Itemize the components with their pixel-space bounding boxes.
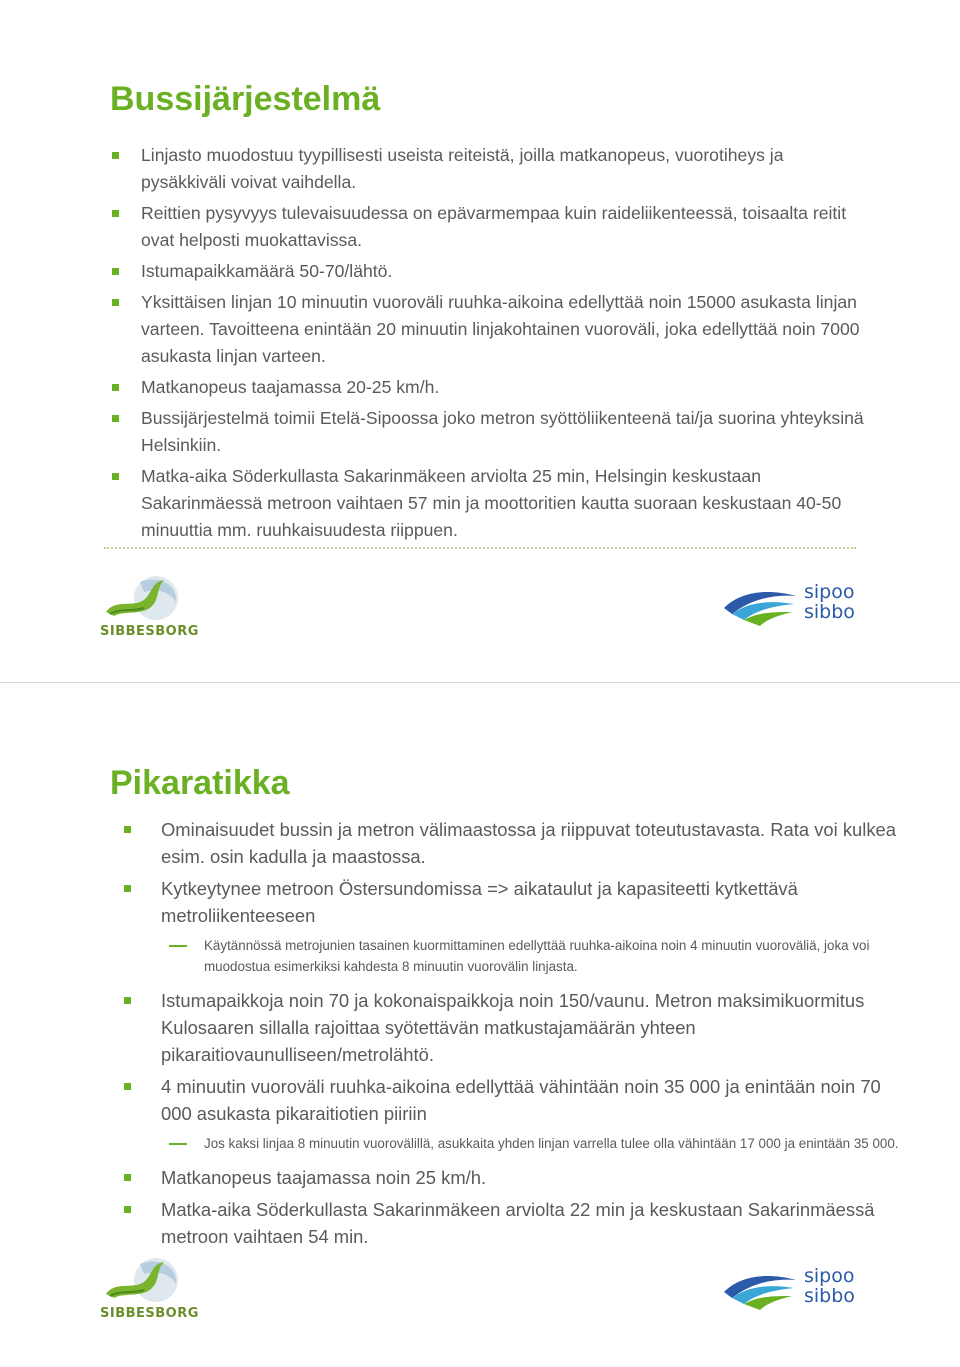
bullet-square-icon: [124, 1174, 131, 1181]
page-separator: [0, 682, 960, 683]
bullet-text: Matkanopeus taajamassa 20-25 km/h.: [141, 377, 440, 397]
list-item: [124, 1164, 904, 1191]
sipoo-waves-icon: [722, 582, 802, 626]
bullet-square-icon: [112, 415, 119, 422]
sibbo-text: sibbo: [804, 1285, 855, 1307]
sipoo-sibbo-logo: [722, 1266, 862, 1326]
list-item: [124, 1073, 904, 1154]
bullet-text: Istumapaikkoja noin 70 ja kokonaispaikkoja noin 150/vaunu. Metron maksimikuormitus Kulosaaren sillalla rajoittaa syötettävän matkustajamäärän yhteen pikaraitiovaunulliseen/metrolähtö.: [161, 990, 865, 1065]
bullet-square-icon: [112, 152, 119, 159]
slide-title: Pikaratikka: [110, 764, 290, 802]
sipoo-wordmark: [804, 1266, 855, 1306]
list-item: [124, 987, 904, 1068]
sibbesborg-wordmark: SIBBESBORG: [100, 1306, 199, 1321]
list-item: [112, 200, 872, 254]
list-item: [124, 816, 904, 870]
slide-bussijarjestelma: [0, 0, 960, 682]
list-item: [112, 142, 872, 196]
sibbesborg-logo: [100, 1254, 199, 1321]
sub-item: [169, 935, 904, 977]
bullet-square-icon: [124, 885, 131, 892]
bullet-text: Yksittäisen linjan 10 minuutin vuoroväli ruuhka-aikoina edellyttää noin 15000 asukasta linjan varteen. Tavoitteena enintään 20 minuutin linjakohtainen vuoroväli, joka edellyttää noin 7000 asukasta linjan varteen.: [141, 292, 860, 366]
list-item: [112, 374, 872, 401]
bullet-square-icon: [112, 384, 119, 391]
bullet-square-icon: [124, 1206, 131, 1213]
dash-icon: [169, 945, 187, 947]
bullet-square-icon: [112, 210, 119, 217]
sub-item: [169, 1133, 904, 1154]
bullet-text: Bussijärjestelmä toimii Etelä-Sipoossa joko metron syöttöliikenteenä tai/ja suorina yhteyksinä Helsinkiin.: [141, 408, 864, 455]
sub-item-text: Käytännössä metrojunien tasainen kuormittaminen edellyttää ruuhka-aikoina noin 4 minuutin vuoroväliä, joka voi muodostua esimerkiksi kahdesta 8 minuutin vuorovälin linjasta.: [204, 938, 870, 974]
sipoo-waves-icon: [722, 1266, 802, 1310]
bullet-list: [112, 142, 872, 548]
bullet-text: Matka-aika Söderkullasta Sakarinmäkeen arviolta 25 min, Helsingin keskustaan Sakarinmäessä metroon vaihtaen 57 min ja moottoritien kautta suoraan keskustaan 40-50 minuuttia mm. ruuhkaisuudesta riippuen.: [141, 466, 842, 540]
bullet-text: Reittien pysyvyys tulevaisuudessa on epävarmempaa kuin raideliikenteessä, toisaalta reitit ovat helposti muokattavissa.: [141, 203, 847, 250]
sibbesborg-emblem-icon: [100, 572, 184, 622]
bullet-square-icon: [124, 1083, 131, 1090]
list-item: [112, 289, 872, 370]
sibbesborg-wordmark: SIBBESBORG: [100, 624, 199, 639]
bullet-text: Linjasto muodostuu tyypillisesti useista reiteistä, joilla matkanopeus, vuorotiheys ja pysäkkiväli voivat vaihdella.: [141, 145, 784, 192]
sibbo-text: sibbo: [804, 601, 855, 623]
bullet-square-icon: [124, 826, 131, 833]
bullet-text: Ominaisuudet bussin ja metron välimaastossa ja riippuvat toteutustavasta. Rata voi kulkea esim. osin kadulla ja maastossa.: [161, 819, 896, 867]
list-item: [112, 258, 872, 285]
bullet-square-icon: [124, 997, 131, 1004]
bullet-list: [124, 816, 904, 1255]
bullet-text: Matka-aika Söderkullasta Sakarinmäkeen arviolta 22 min ja keskustaan Sakarinmäessä metroon vaihtaen 54 min.: [161, 1199, 875, 1247]
list-item: [124, 875, 904, 977]
list-item: [112, 405, 872, 459]
sipoo-wordmark: [804, 582, 855, 622]
sipoo-text: sipoo: [804, 1265, 855, 1287]
bullet-text: Istumapaikkamäärä 50-70/lähtö.: [141, 261, 393, 281]
sibbesborg-emblem-icon: [100, 1254, 184, 1304]
bullet-text: Kytkeytynee metroon Östersundomissa => aikataulut ja kapasiteetti kytkettävä metroliikenteeseen: [161, 878, 798, 926]
sipoo-text: sipoo: [804, 581, 855, 603]
bullet-text: 4 minuutin vuoroväli ruuhka-aikoina edellyttää vähintään noin 35 000 ja enintään noin 70 000 asukasta pikaraitiotien piiriin: [161, 1076, 881, 1124]
dash-icon: [169, 1143, 187, 1145]
bullet-square-icon: [112, 473, 119, 480]
dotted-divider: [104, 547, 856, 549]
sibbesborg-logo: [100, 572, 199, 639]
slide-title: Bussijärjestelmä: [110, 80, 381, 118]
list-item: [112, 463, 872, 544]
bullet-square-icon: [112, 268, 119, 275]
sipoo-sibbo-logo: [722, 582, 862, 642]
slide-pikaratikka: [0, 684, 960, 1367]
bullet-square-icon: [112, 299, 119, 306]
list-item: [124, 1196, 904, 1250]
sub-item-text: Jos kaksi linjaa 8 minuutin vuorovälillä, asukkaita yhden linjan varrella tulee olla vähintään 17 000 ja enintään 35 000.: [204, 1136, 899, 1151]
bullet-text: Matkanopeus taajamassa noin 25 km/h.: [161, 1167, 487, 1188]
